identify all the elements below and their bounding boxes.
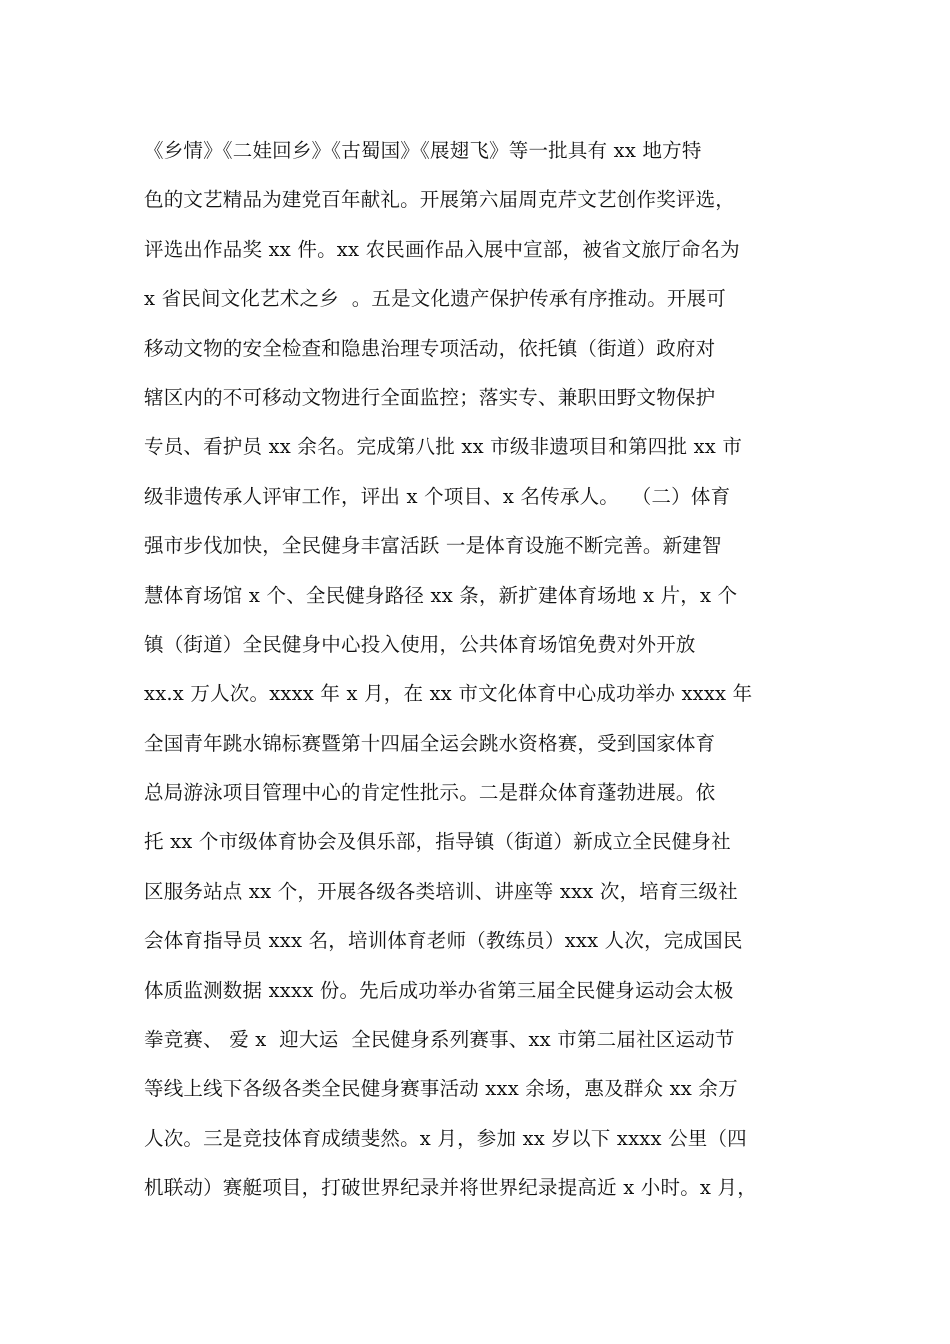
text-line: 辖区内的不可移动文物进行全面监控；落实专、兼职田野文物保护 (144, 385, 716, 409)
text-line: 全国青年跳水锦标赛暨第十四届全运会跳水资格赛，受到国家体育 (144, 731, 716, 755)
text-line: 会体育指导员 xxx 名，培训体育老师（教练员）xxx 人次，完成国民 (144, 929, 743, 953)
text-line: 拳竞赛、 爱 x 迎大运 全民健身系列赛事、xx 市第二届社区运动节 (144, 1028, 735, 1052)
text-line: xx.x 万人次。xxxx 年 x 月，在 xx 市文化体育中心成功举办 xxxx 年 (144, 682, 753, 706)
text-line: 专员、看护员 xx 余名。完成第八批 xx 市级非遗项目和第四批 xx 市 (144, 435, 743, 459)
text-line: 总局游泳项目管理中心的肯定性批示。二是群众体育蓬勃进展。依 (144, 781, 716, 805)
text-line: 强市步伐加快，全民健身丰富活跃 一是体育设施不断完善。新建智 (144, 534, 722, 558)
text-line: 移动文物的安全检查和隐患治理专项活动，依托镇（街道）政府对 (144, 336, 716, 360)
text-line: 色的文艺精品为建党百年献礼。开展第六届周克芹文艺创作奖评选， (144, 188, 736, 212)
text-line: 体质监测数据 xxxx 份。先后成功举办省第三届全民健身运动会太极 (144, 978, 734, 1002)
text-line: 慧体育场馆 x 个、全民健身路径 xx 条，新扩建体育场地 x 片，x 个 (144, 583, 738, 607)
text-line: 级非遗传承人评审工作，评出 x 个项目、x 名传承人。 （二）体育 (144, 484, 731, 508)
text-line: 镇（街道）全民健身中心投入使用，公共体育场馆免费对外开放 (144, 632, 696, 656)
text-line: 区服务站点 xx 个，开展各级各类培训、讲座等 xxx 次，培育三级社 (144, 879, 738, 903)
body-text (144, 126, 834, 1213)
text-line: 《乡情》《二娃回乡》《古蜀国》《展翅飞》等一批具有 xx 地方特 (144, 139, 702, 162)
text-line: 托 xx 个市级体育协会及俱乐部，指导镇（街道）新成立全民健身社 (144, 830, 731, 854)
text-line: 人次。三是竞技体育成绩斐然。x 月，参加 xx 岁以下 xxxx 公里（四 (144, 1126, 747, 1150)
text-line: 评选出作品奖 xx 件。xx 农民画作品入展中宣部，被省文旅厅命名为 (144, 237, 740, 261)
text-line: 等线上线下各级各类全民健身赛事活动 xxx 余场，惠及群众 xx 余万 (144, 1077, 738, 1101)
text-line: x 省民间文化艺术之乡 。五是文化遗产保护传承有序推动。开展可 (144, 287, 726, 311)
text-line: 机联动）赛艇项目，打破世界纪录并将世界纪录提高近 x 小时。x 月， (144, 1176, 757, 1200)
